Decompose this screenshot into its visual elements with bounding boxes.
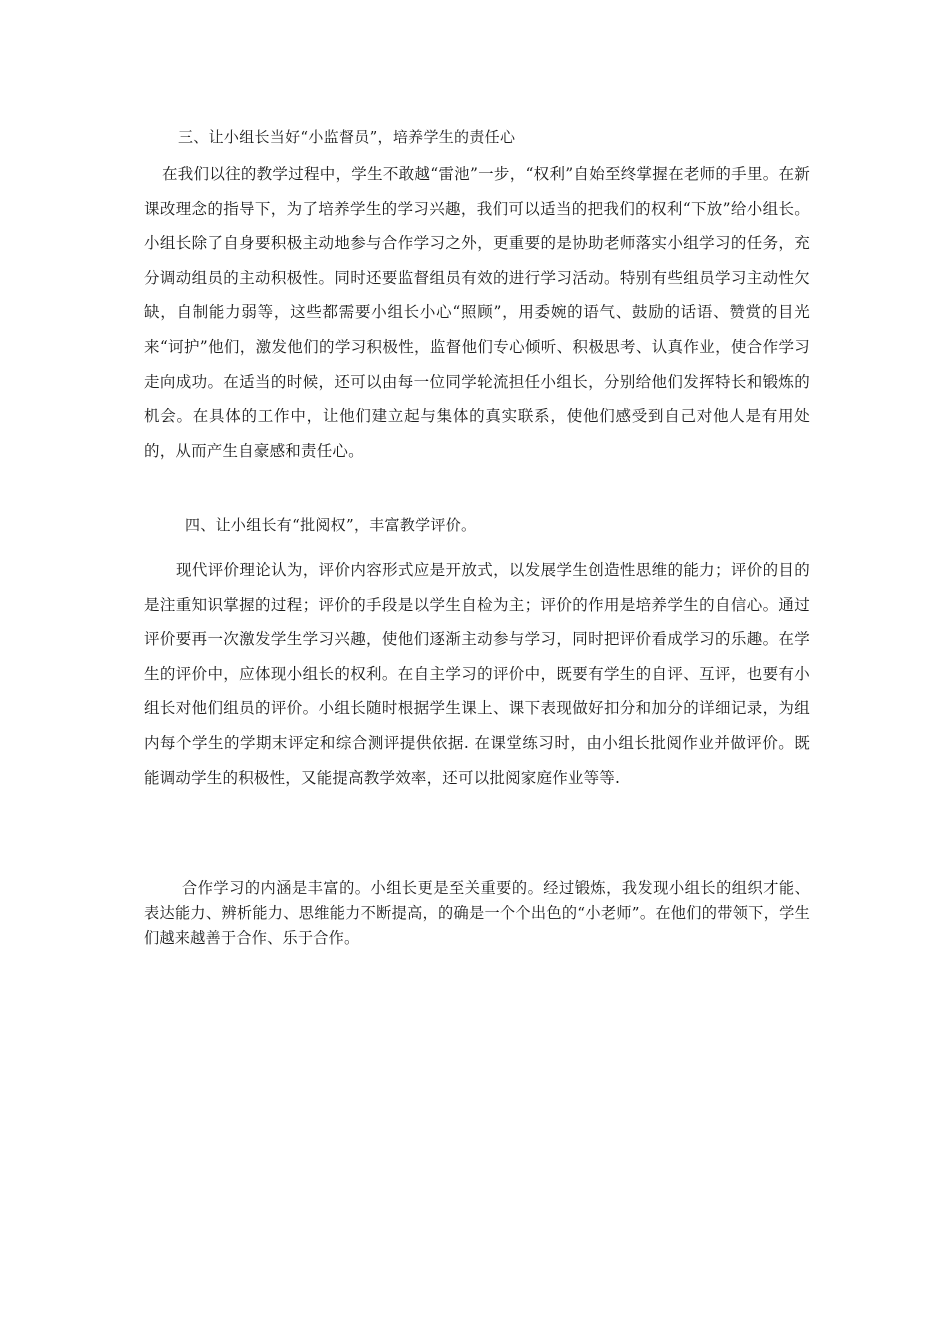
conclusion-paragraph: 合作学习的内涵是丰富的。小组长更是至关重要的。经过锻炼，我发现小组长的组织才能、表达能力、辨析能力、思维能力不断提高，的确是一个个出色的“小老师”。在他们的带领下，学生们越来越善于合作、乐于合作。 (144, 879, 810, 947)
section-3-heading: 三、让小组长当好“小监督员”，培养学生的责任心 (178, 128, 516, 146)
section-3-paragraph: 在我们以往的教学过程中，学生不敢越“雷池”一步，“权利”自始至终掌握在老师的手里。在新课改理念的指导下，为了培养学生的学习兴趣，我们可以适当的把我们的权利“下放”给小组长。 小组长除了自身要积极主动地参与合作学习之外，更重要的是协助老师落实小组学习的任务，充分调动组员的主动积极性。同时还要监督组员有效的进行学习活动。特别有些组员学习主动性欠缺，自制能力弱等，这些都需要小组长小心“照顾”，用委婉的语气、鼓励的话语、赞赏的目光来“诃护”他们，激发他们的学习积极性，监督他们专心倾听、积极思考、认真作业，使合作学习走向成功。在适当的时候，还可以由每一位同学轮流担任小组长，分别给他们发挥特长和锻炼的机会。在具体的工作中，让他们建立起与集体的真实联系，使他们感受到自己对他人是有用处的，从而产生自豪感和责任心。 (144, 165, 810, 460)
section-4-paragraph: 现代评价理论认为，评价内容形式应是开放式，以发展学生创造性思维的能力；评价的目的是注重知识掌握的过程；评价的手段是以学生自检为主；评价的作用是培养学生的自信心。通过评价要再一次激发学生学习兴趣，使他们逐渐主动参与学习，同时把评价看成学习的乐趣。在学生的评价中，应体现小组长的权利。在自主学习的评价中，既要有学生的自评、互评，也要有小组长对他们组员的评价。小组长随时根据学生课上、课下表现做好扣分和加分的详细记录，为组内每个学生的学期末评定和综合测评提供依据. 在课堂练习时，由小组长批阅作业并做评价。既能调动学生的积极性，又能提高教学效率，还可以批阅家庭作业等等. (144, 561, 810, 787)
section-4-heading: 四、让小组长有“批阅权”，丰富教学评价。 (185, 516, 477, 534)
